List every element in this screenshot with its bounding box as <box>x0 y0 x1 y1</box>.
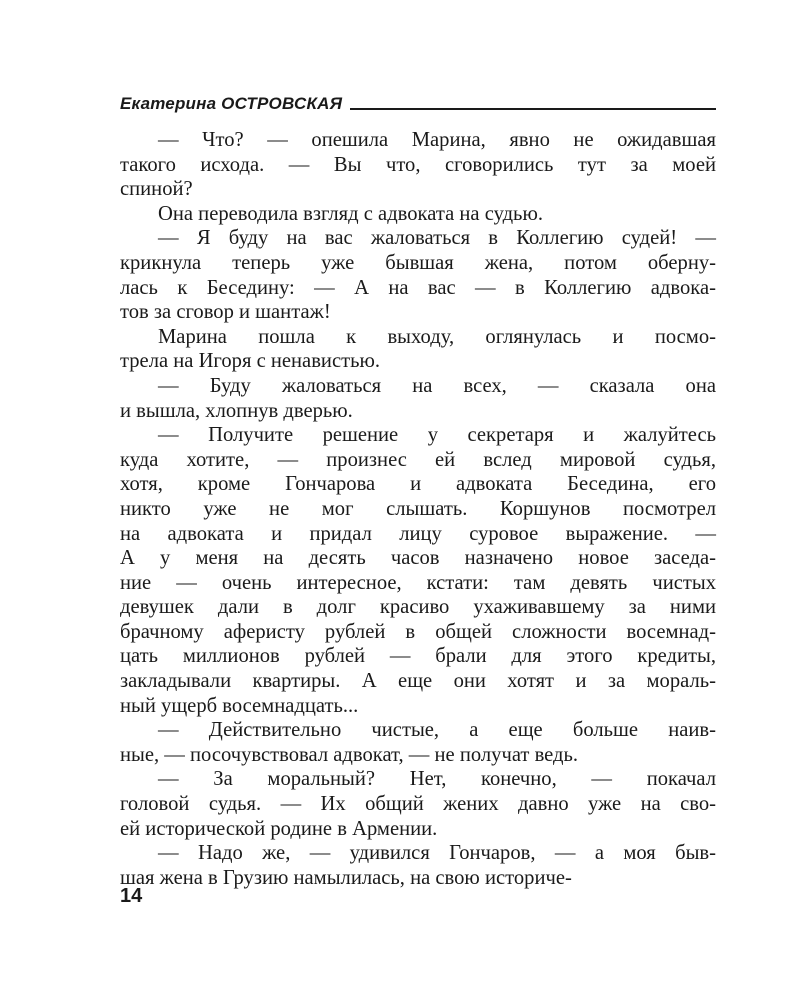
paragraph <box>120 128 716 202</box>
text-line: шая жена в Грузию намылилась, на свою историче- <box>120 866 572 889</box>
text-line: А у меня на десять часов назначено новое заседа- <box>120 547 716 570</box>
paragraph <box>120 767 716 841</box>
header-rule <box>350 108 716 110</box>
text-line: никто уже не мог слышать. Коршунов посмотрел <box>120 497 716 520</box>
text-line: куда хотите, — произнес ей вслед мировой судья, <box>120 448 716 471</box>
text-line: крикнула теперь уже бывшая жена, потом оберну- <box>120 251 716 274</box>
text-line: — Что? — опешила Марина, явно не ожидавшая <box>158 129 716 151</box>
text-line: — Получите решение у секретаря и жалуйтесь <box>158 424 716 447</box>
paragraph <box>120 202 716 227</box>
paragraph <box>120 423 716 718</box>
text-line: на адвоката и придал лицу суровое выражение. — <box>120 522 716 545</box>
text-line: такого исхода. — Вы что, сговорились тут за моей <box>120 153 716 176</box>
text-line: и вышла, хлопнув дверью. <box>120 399 353 422</box>
paragraph <box>120 226 716 324</box>
text-line: спиной? <box>120 178 193 201</box>
text-line: ей исторической родине в Армении. <box>120 817 438 840</box>
header-author: Екатерина ОСТРОВСКАЯ <box>120 94 343 113</box>
paragraph <box>120 841 716 890</box>
text-line: тов за сговор и шантаж! <box>120 301 331 324</box>
text-line: головой судья. — Их общий жених давно уже на сво- <box>120 793 716 816</box>
text-line: хотя, кроме Гончарова и адвоката Беседина, его <box>120 473 716 496</box>
text-line: — За моральный? Нет, конечно, — покачал <box>158 768 716 791</box>
page-number: 14 <box>120 885 143 907</box>
body-text <box>120 128 716 890</box>
text-line: трела на Игоря с ненавистью. <box>120 350 381 373</box>
text-line: ние — очень интересное, кстати: там девять чистых <box>120 571 716 594</box>
text-line: лась к Беседину: — А на вас — в Коллегию адвока- <box>120 276 716 299</box>
paragraph <box>120 374 716 423</box>
text-line: — Надо же, — удивился Гончаров, — а моя быв- <box>158 842 716 865</box>
text-line: цать миллионов рублей — брали для этого кредиты, <box>120 645 716 668</box>
running-header <box>120 86 716 114</box>
text-line: — Я буду на вас жаловаться в Коллегию судей! — <box>158 227 716 250</box>
text-line: — Буду жаловаться на всех, — сказала она <box>158 374 716 397</box>
text-line: Она переводила взгляд с адвоката на судью. <box>158 202 543 225</box>
text-line: ные, — посочувствовал адвокат, — не получат ведь. <box>120 743 579 766</box>
text-line: девушек дали в долг красиво ухаживавшему за ними <box>120 596 716 619</box>
text-line: — Действительно чистые, а еще больше наив- <box>158 719 716 742</box>
paragraph <box>120 718 716 767</box>
text-line: Марина пошла к выходу, оглянулась и посмо- <box>158 325 716 348</box>
text-line: ный ущерб восемнадцать... <box>120 694 359 717</box>
text-line: брачному аферисту рублей в общей сложности восемнад- <box>120 620 716 643</box>
paragraph <box>120 325 716 374</box>
text-line: закладывали квартиры. А еще они хотят и за мораль- <box>120 670 716 693</box>
